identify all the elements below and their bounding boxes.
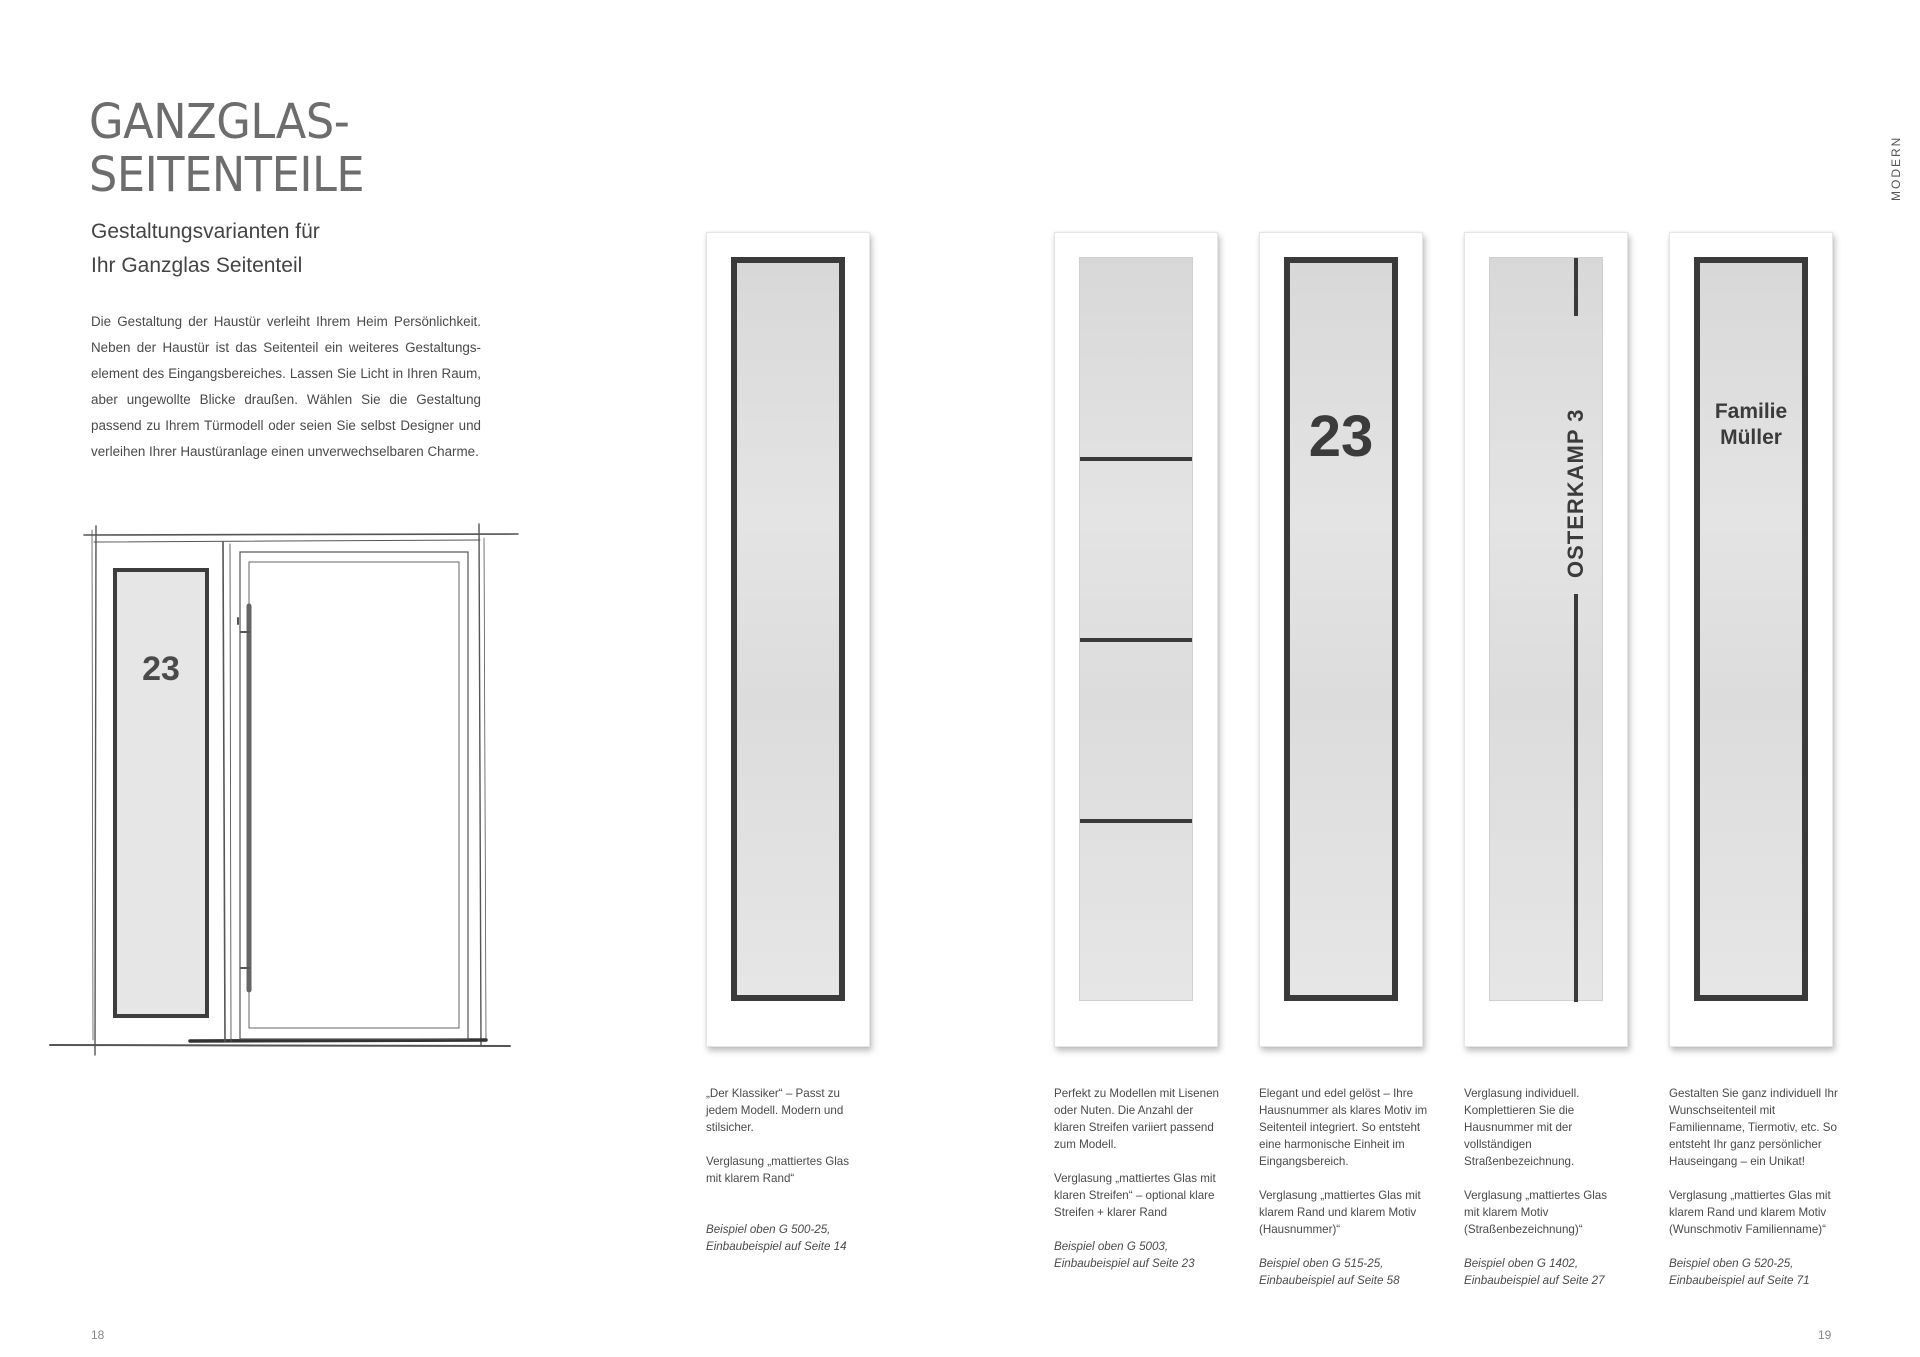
page-title [89,96,364,202]
example-line-1: Beispiel oben G 5003, [1054,1240,1169,1253]
example-line-1: Beispiel oben G 515-25, [1259,1257,1384,1270]
caption-glazing: Verglasung „mattiertes Glas mit klaren Streifen“ – optional klare Streifen + klarer Rand [1054,1172,1216,1219]
example-line-2: Einbaubeispiel auf Seite 58 [1259,1274,1400,1287]
house-number-motif: 23 [1308,404,1374,469]
matte-glass-clear-border [731,257,845,1001]
family-name-motif [1700,399,1802,451]
example-line-1: Beispiel oben G 1402, [1464,1257,1579,1270]
door-sketch-illustration [40,520,530,1060]
example-line-2: Einbaubeispiel auf Seite 27 [1464,1274,1605,1287]
matte-glass-clear-stripes [1079,257,1193,1001]
title-line-1: GANZGLAS- [89,94,350,150]
example-line-1: Beispiel oben G 500-25, [706,1223,831,1236]
street-name-motif: OSTERKAMP 3 [1563,408,1588,578]
caption-glazing: Verglasung „mattiertes Glas mit klarem Rand und klarem Motiv (Wunschmotiv Familienname)“ [1669,1189,1831,1236]
caption-text: Gestalten Sie ganz individuell Ihr Wunschseitenteil mit Familienname, Tiermotiv, etc. So entsteht Ihr ganz persönlicher Hauseingang – ein Unikat! [1669,1087,1838,1168]
caption-example [1669,1255,1849,1289]
caption-3 [1259,1085,1429,1289]
example-line-1: Beispiel oben G 520-25, [1669,1257,1794,1270]
clear-stripe [1080,457,1192,461]
sketch-house-number: 23 [142,650,180,688]
clear-line-bottom [1574,594,1578,1002]
example-line-2: Einbaubeispiel auf Seite 14 [706,1240,847,1253]
caption-glazing: Verglasung „mattiertes Glas mit klarem Rand“ [706,1155,850,1185]
caption-example [706,1221,856,1255]
caption-text: Verglasung individuell. Komplettieren Sie die Hausnummer mit der vollständigen Straßenbezeichnung. [1464,1087,1580,1168]
example-line-2: Einbaubeispiel auf Seite 71 [1669,1274,1810,1287]
page-number-left: 18 [91,1328,105,1342]
caption-5 [1669,1085,1849,1289]
matte-glass-house-number [1284,257,1398,1001]
caption-example [1464,1255,1624,1289]
clear-stripe [1080,638,1192,642]
sidepanel-1 [706,232,870,1047]
caption-text: „Der Klassiker“ – Passt zu jedem Modell. Modern und stilsicher. [706,1087,844,1134]
title-line-2: SEITENTEILE [89,147,365,203]
caption-example [1054,1238,1224,1272]
sidepanel-4 [1464,232,1628,1047]
matte-glass-family-name [1694,257,1808,1001]
caption-text: Elegant und edel gelöst – Ihre Hausnummer als klares Motiv im Seitenteil integriert. So entsteht eine harmonische Einheit im Eingangsbereich. [1259,1087,1428,1168]
subtitle [91,215,320,283]
intro-paragraph: Die Gestaltung der Haustür verleiht Ihrem Heim Persönlichkeit. Neben der Haustür ist das Seitenteil ein weiteres Gestaltungselement des Eingangsbereiches. Lassen Sie Licht in Ihren Raum, aber ungewollte Blicke draußen. Wählen Sie die Gestaltung passend zu Ihrem Türmodell oder seien Sie selbst Designer und verleihen Ihrer Haustüranlage einen unverwechselbaren Charme. [91,314,481,459]
caption-glazing: Verglasung „mattiertes Glas mit klarem Motiv (Straßenbezeichnung)“ [1464,1189,1608,1236]
page-number-right: 19 [1818,1328,1832,1342]
caption-glazing: Verglasung „mattiertes Glas mit klarem Rand und klarem Motiv (Hausnummer)“ [1259,1189,1421,1236]
example-line-2: Einbaubeispiel auf Seite 23 [1054,1257,1195,1270]
clear-line-top [1574,258,1578,316]
subtitle-line-1: Gestaltungsvarianten für [91,220,320,243]
door-sketch [40,520,530,1060]
sidepanel-5 [1669,232,1833,1047]
matte-glass-street-name [1489,257,1603,1001]
clear-stripe [1080,819,1192,823]
section-label-text: MODERN [1889,135,1903,201]
caption-example [1259,1255,1429,1289]
caption-4 [1464,1085,1624,1289]
subtitle-line-2: Ihr Ganzglas Seitenteil [91,254,303,277]
sidepanel-3 [1259,232,1423,1047]
caption-text: Perfekt zu Modellen mit Lisenen oder Nuten. Die Anzahl der klaren Streifen variiert passend zum Modell. [1054,1087,1219,1151]
caption-1 [706,1085,856,1255]
caption-2 [1054,1085,1224,1272]
family-name-line-1: Familie [1714,400,1788,423]
sidepanel-2 [1054,232,1218,1047]
family-name-line-2: Müller [1720,426,1782,449]
